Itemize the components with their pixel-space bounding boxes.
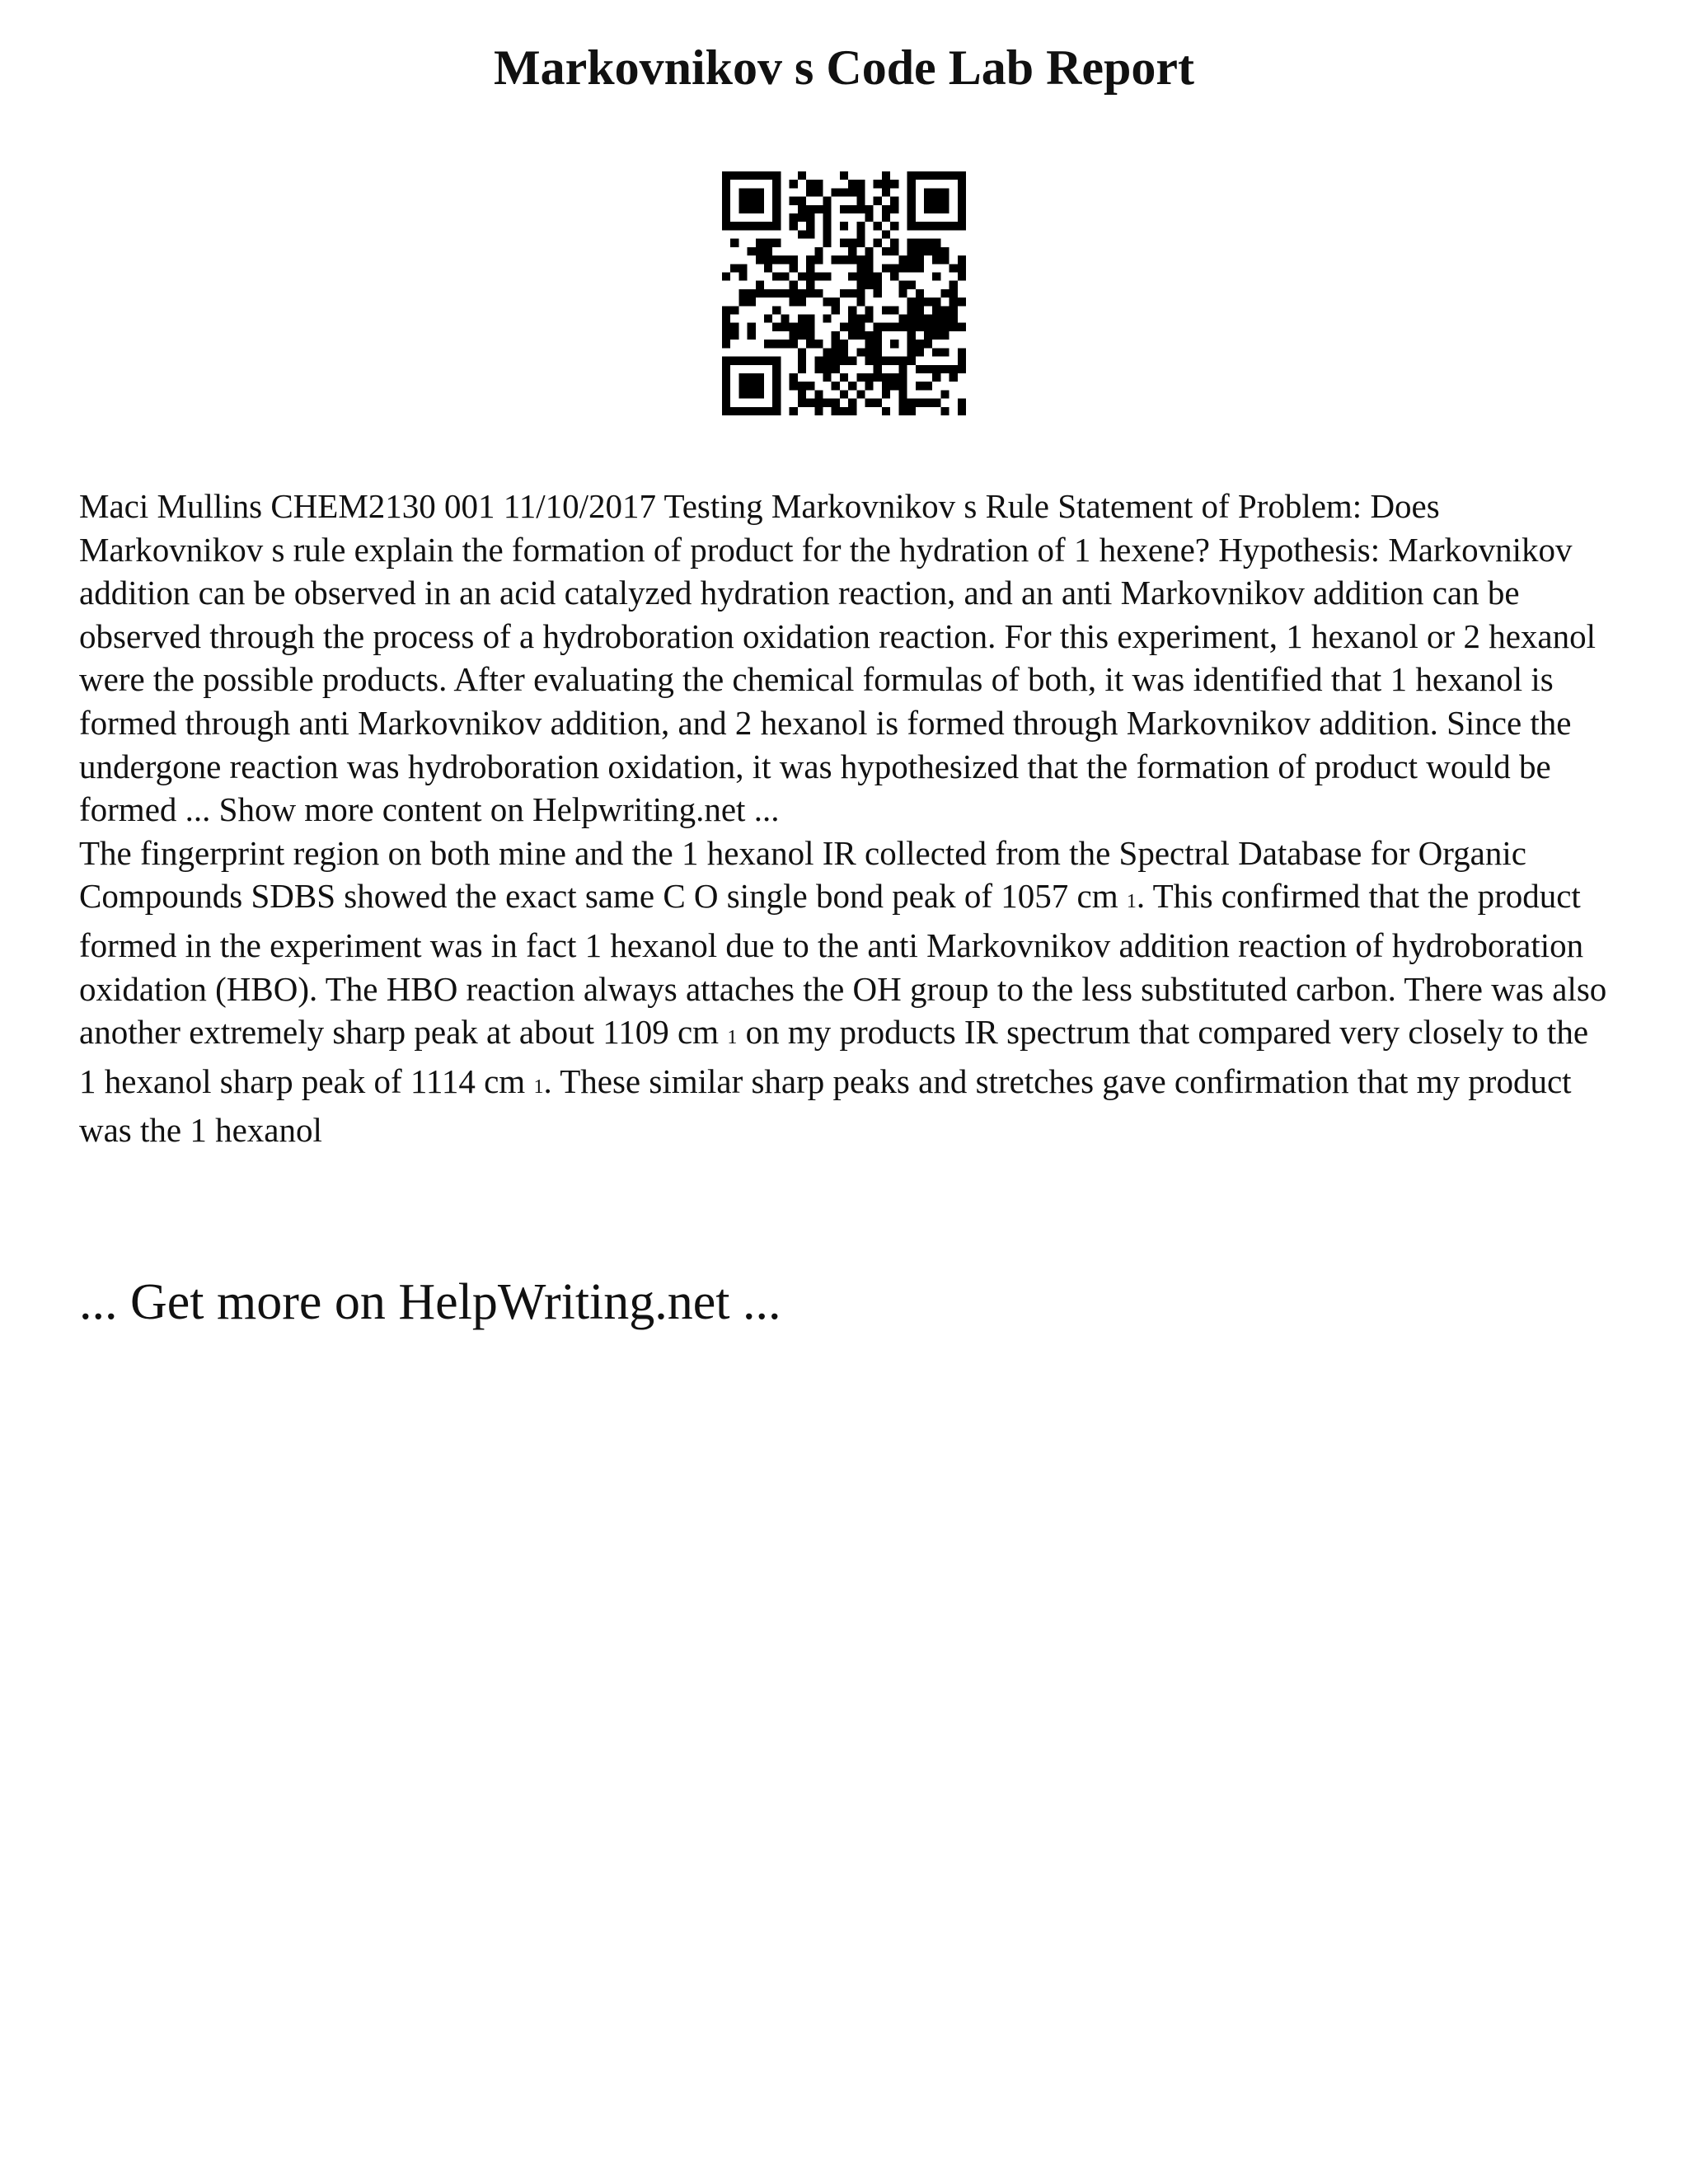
get-more-link[interactable]: ... Get more on HelpWriting.net ...	[79, 1274, 781, 1330]
qr-code[interactable]	[722, 171, 966, 415]
results-text-b: . This confirmed that the product formed in the experiment was in fact 1 hexanol due to the anti Markovnikov addition reaction of hydroboration oxidation (HBO). The HBO reaction always attaches the OH group to the less substituted carbon. There was also another extremely sharp peak at about 1109 cm	[79, 877, 1607, 1052]
qr-code-icon	[722, 171, 966, 415]
page-title: Markovnikov s Code Lab Report	[493, 40, 1195, 95]
intro-paragraph: Maci Mullins CHEM2130 001 11/10/2017 Testing Markovnikov s Rule Statement of Problem: Does Markovnikov s rule explain the formation of product for the hydration of 1 hexene? Hypothesis: Markovnikov addition can be observed in an acid catalyzed hydration reaction, and an anti Markovnikov addition can be observed through the process of a hydroboration oxidation reaction. For this experiment, 1 hexanol or 2 hexanol were the possible products. After evaluating the chemical formulas of both, it was identified that 1 hexanol is formed through anti Markovnikov addition, and 2 hexanol is formed through Markovnikov addition. Since the undergone reaction was hydroboration oxidation, it was hypothesized that the formation of product would be formed ... Show more content on Helpwriting.net ...	[79, 487, 1596, 829]
results-text-a: The fingerprint region on both mine and the 1 hexanol IR collected from the Spectral Database for Organic Compounds SDBS showed the exact same C O single bond peak of 1057 cm	[79, 833, 1526, 916]
results-text-c: on my products IR spectrum that compared very closely to the 1 hexanol sharp peak of 1114 cm	[79, 1013, 1589, 1100]
subscript-1: 1	[1126, 891, 1137, 913]
results-paragraph	[79, 832, 1612, 1152]
results-text-d: . These similar sharp peaks and stretches gave confirmation that my product was the 1 hexanol	[79, 1062, 1572, 1150]
document-body	[79, 485, 1612, 1152]
subscript-2: 1	[727, 1027, 738, 1049]
subscript-3: 1	[533, 1076, 544, 1098]
